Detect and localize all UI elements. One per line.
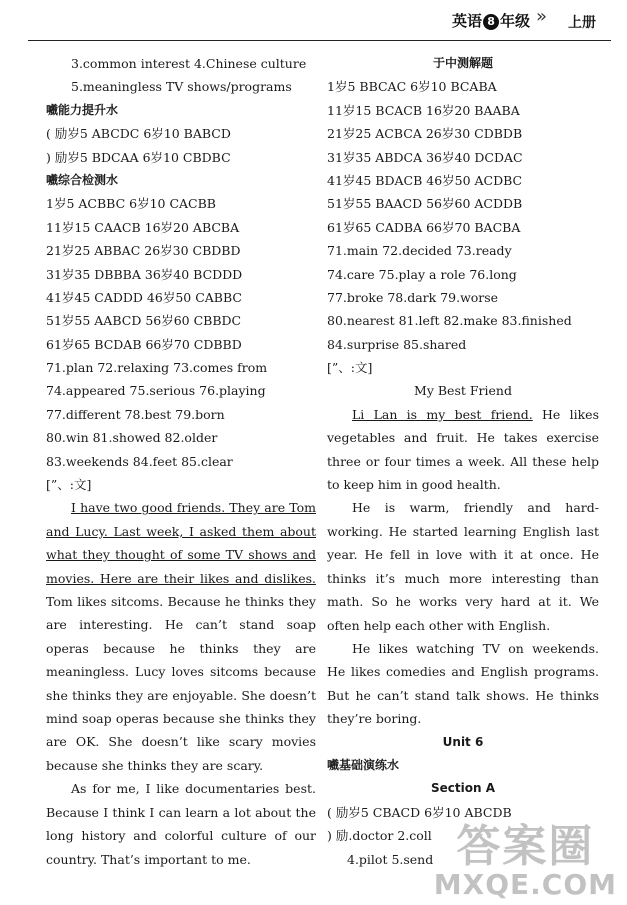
essay-paragraph: As for me, I like documentaries best. Because I think I can learn a lot about the long history and colorful culture of our country. That’s important to me. xyxy=(46,781,316,867)
unit-heading: Unit 6 xyxy=(442,734,484,749)
watermark-url: MXQE.COM xyxy=(433,868,617,901)
answer-line: 3.common interest 4.Chinese culture xyxy=(71,56,307,71)
answer-line: 11岁15 CAACB 16岁20 ABCBA xyxy=(46,219,240,235)
section-a-heading: Section A xyxy=(431,781,495,796)
answer-line: ( 励岁5 CBACD 6岁10 ABCDB xyxy=(327,804,512,820)
answer-line: 5.meaningless TV shows/programs xyxy=(71,79,292,95)
answer-line: 41岁45 BDACB 46岁50 ACDBC xyxy=(327,172,523,188)
header-volume: 上册 xyxy=(568,15,596,31)
answer-line: ) 励岁5 BDCAA 6岁10 CBDBC xyxy=(46,149,231,165)
answer-line: 21岁25 ABBAC 26岁30 CBDBD xyxy=(46,243,241,259)
answer-line: 80.win 81.showed 82.older xyxy=(46,430,218,446)
answer-line: 11岁15 BCACB 16岁20 BAABA xyxy=(327,102,520,118)
writing-label: [”、:文] xyxy=(327,360,373,376)
section-heading-nengli: 嚱能力提升水 xyxy=(46,102,119,117)
chevron-double-icon: » xyxy=(536,6,548,27)
essay-intro-underlined: I have two good friends. They are Tom and Lucy. Last week, I asked them about what they thought of some TV shows and movies. Here are their likes and dislikes. xyxy=(46,500,316,586)
answer-line: 31岁35 DBBBA 36岁40 BCDDD xyxy=(46,266,243,282)
section-heading-jichu: 嚱基础演练水 xyxy=(327,757,400,772)
page-header xyxy=(0,0,627,44)
watermark xyxy=(434,810,617,901)
essay-paragraph: He likes watching TV on weekends. He likes comedies and English programs. But he can’t stand talk shows. He thinks they’re boring. xyxy=(327,640,599,727)
answer-line: 84.surprise 85.shared xyxy=(327,336,467,352)
essay-paragraph: I have two good friends. They are Tom and Lucy. Last week, I asked them about what they thought of some TV shows and movies. Here are their likes and dislikes. Tom likes sitcoms. Because he thinks they are interesting. He can’t stand soap operas because he thinks they are meaningless. Lucy loves sitcoms because she thinks they are enjoyable. She doesn’t mind soap operas because she thinks they are OK. She doesn’t like scary movies because she thinks they are scary. xyxy=(46,500,316,773)
answer-line: 1岁5 ACBBC 6岁10 CACBB xyxy=(46,196,216,212)
answer-line: ) 励.doctor 2.coll xyxy=(327,828,432,844)
answer-line: 31岁35 ABDCA 36岁40 DCDAC xyxy=(327,149,523,165)
essay-paragraph: Li Lan is my best friend. He likes vegetables and fruit. He takes exercise three or four times a week. All these help to keep him in good health. xyxy=(327,406,599,493)
answer-line: 77.different 78.best 79.born xyxy=(46,406,225,422)
answer-line: 1岁5 BBCAC 6岁10 BCABA xyxy=(327,79,497,95)
writing-label: [”、:文] xyxy=(46,477,92,493)
header-rule xyxy=(28,40,611,41)
answer-line: 83.weekends 84.feet 85.clear xyxy=(46,453,233,469)
grade-number-badge: 8 xyxy=(483,14,499,30)
answer-line: 21岁25 ACBCA 26岁30 CDBDB xyxy=(327,126,523,142)
answer-line: 74.care 75.play a role 76.long xyxy=(327,266,517,282)
section-heading-zonghe: 嚱综合检测水 xyxy=(46,172,119,187)
answer-line: 61岁65 BCDAB 66岁70 CDBBD xyxy=(46,336,242,352)
essay-title: My Best Friend xyxy=(414,383,512,399)
essay-paragraph: He is warm, friendly and hard-working. He started learning English last year. He fell in love with it at once. He thinks it’s much more interesting than math. So he works very hard at it. We often help each other with English. xyxy=(327,500,599,633)
answer-line: 4.pilot 5.send xyxy=(347,851,434,867)
answer-line: 80.nearest 81.left 82.make 83.finished xyxy=(327,313,572,329)
answer-line: 77.broke 78.dark 79.worse xyxy=(327,289,499,305)
header-subject-grade: 英语 8 年级 xyxy=(452,12,531,30)
answer-line: 61岁65 CADBA 66岁70 BACBA xyxy=(327,219,521,235)
answer-line: 41岁45 CADDD 46岁50 CABBC xyxy=(46,289,242,305)
right-column xyxy=(327,52,599,871)
answer-line: 51岁55 BAACD 56岁60 ACDDB xyxy=(327,196,523,212)
answer-line: 51岁55 AABCD 56岁60 CBBDC xyxy=(46,313,242,329)
left-column xyxy=(46,52,316,871)
essay-intro-underlined: Li Lan is my best friend. xyxy=(352,406,533,422)
section-heading-qizhong: 于中测解题 xyxy=(432,56,493,70)
answer-line: 74.appeared 75.serious 76.playing xyxy=(46,383,266,399)
answer-line: 71.plan 72.relaxing 73.comes from xyxy=(46,360,268,376)
answer-line: ( 励岁5 ABCDC 6岁10 BABCD xyxy=(46,126,231,142)
watermark-logo-text: 答案圈 xyxy=(456,821,595,872)
answer-line: 71.main 72.decided 73.ready xyxy=(327,243,512,259)
